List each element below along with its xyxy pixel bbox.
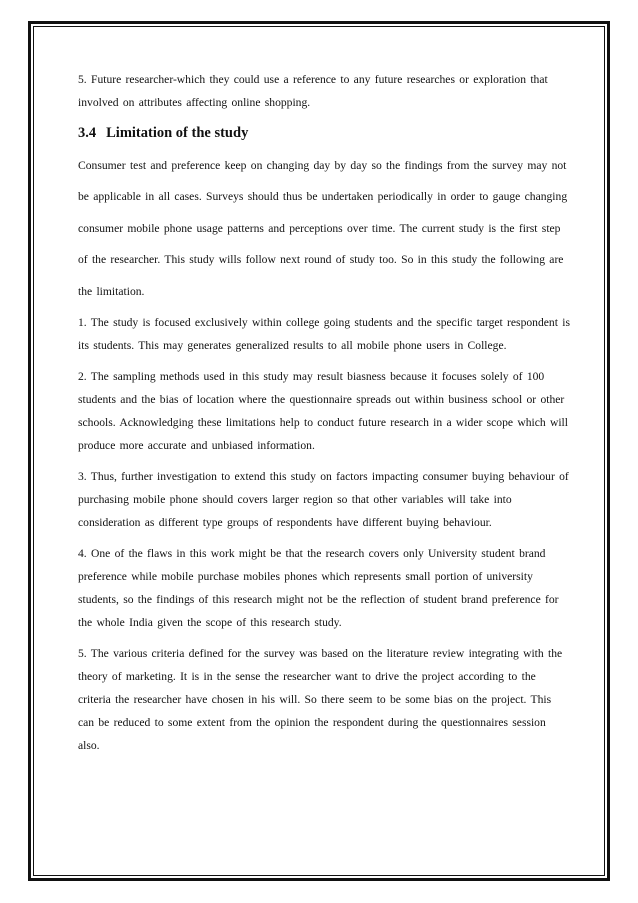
paragraph-limitation-4: 4. One of the flaws in this work might be that the research covers only University student brand preference while mobile purchase mobiles phones which represents small portion of university students, so the findings of this research might not be the reflection of student brand preference for the whole India given the scope of this research study. <box>78 547 559 630</box>
paragraph-limitation-5: 5. The various criteria defined for the survey was based on the literature review integrating with the theory of marketing. It is in the sense the researcher want to drive the project according to the criteria the researcher have chosen in his will. So there seem to be some bias on the project. This can be reduced to some extent from the opinion the respondent during the questionnaires session also. <box>78 647 563 753</box>
section-number: 3.4 <box>78 125 97 141</box>
paragraph-limitation-2: 2. The sampling methods used in this study may result biasness because it focuses solely of 100 students and the bias of location where the questionnaire spreads out within business school or other schools. Acknowledging these limitations help to conduct future research in a wider scope which will produce more accurate and unbiased information. <box>78 370 568 453</box>
section-heading <box>78 122 570 144</box>
paragraph-overview: Consumer test and preference keep on changing day by day so the findings from the survey may not be applicable in all cases. Surveys should thus be undertaken periodically in order to gauge changing consumer mobile phone usage patterns and perceptions over time. The current study is the first step of the researcher. This study wills follow next round of study too. So in this study the following are the limitation. <box>78 159 568 298</box>
intro-paragraph: 5. Future researcher-which they could use a reference to any future researches or exploration that involved on attributes affecting online shopping. <box>78 73 548 109</box>
section-title: Limitation of the study <box>106 125 249 141</box>
paragraph-limitation-1: 1. The study is focused exclusively within college going students and the specific target respondent is its students. This may generates generalized results to all mobile phone users in College. <box>78 316 570 353</box>
document-body <box>78 68 570 765</box>
paragraph-limitation-3: 3. Thus, further investigation to extend this study on factors impacting consumer buying behaviour of purchasing mobile phone should covers larger region so that other variables will take into consideration as different type groups of respondents have different buying behaviour. <box>78 470 569 530</box>
